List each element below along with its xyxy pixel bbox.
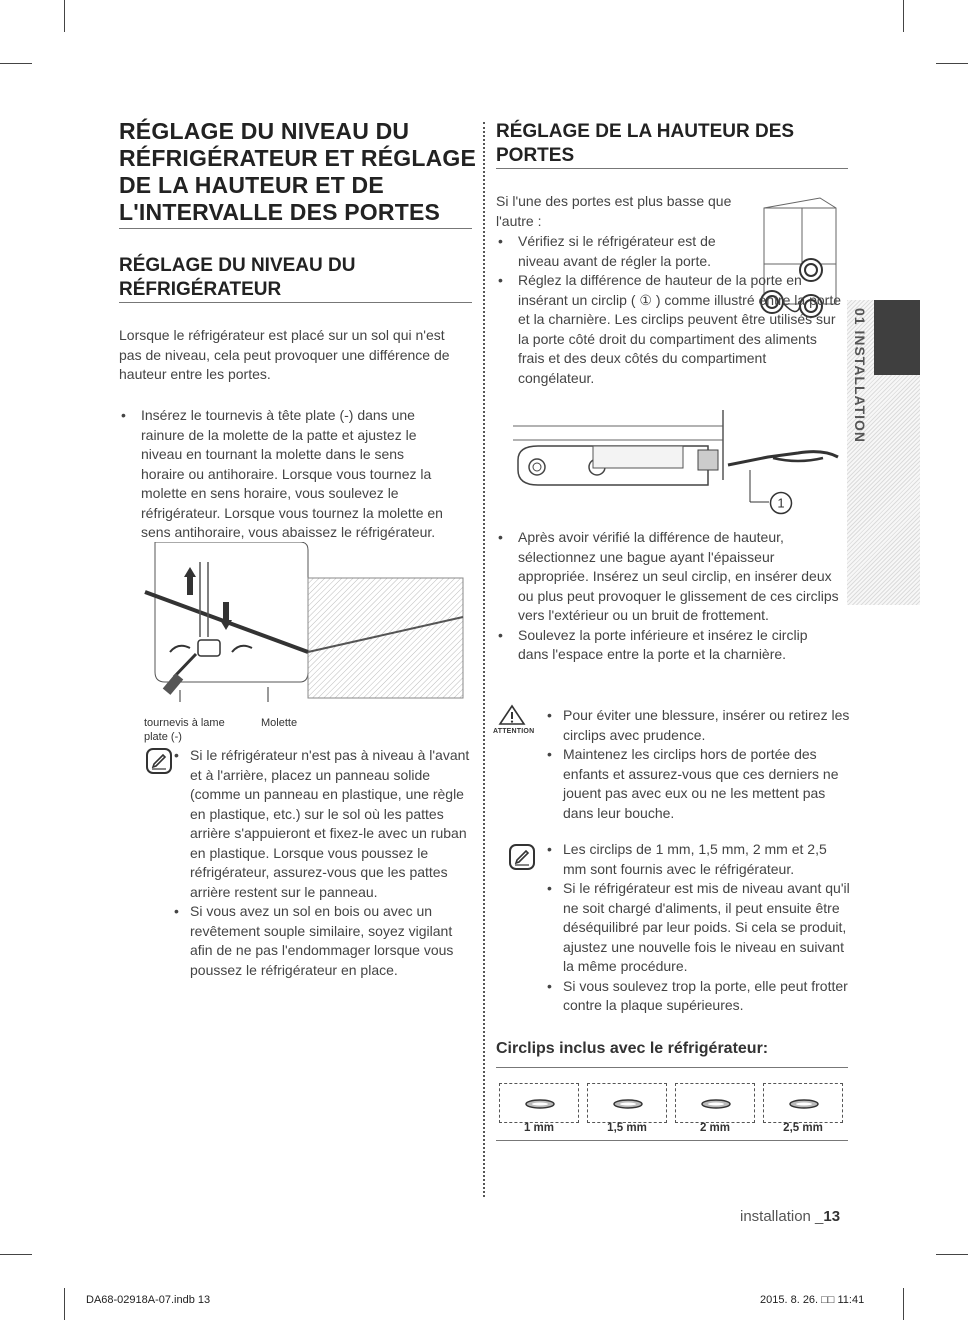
page-number: 13: [823, 1208, 841, 1225]
crop-mark: [0, 63, 32, 64]
crop-mark: [936, 63, 968, 64]
list-item: • Si vous soulevez trop la porte, elle peut frotter contre la plaque supérieures.: [545, 977, 850, 1016]
note-icon: [146, 748, 172, 774]
circlip-icon: [787, 1094, 821, 1114]
column-divider: [483, 122, 485, 1197]
caution-list: [545, 706, 850, 823]
doors-intro: Si l'une des portes est plus basse que l'autre :: [496, 193, 732, 229]
list-item: • Vérifiez si le réfrigérateur est de niveau avant de régler la porte.: [496, 232, 736, 271]
circlip-icon: [611, 1094, 645, 1114]
doors-instructions-2: [496, 528, 841, 665]
circlip-icon: [699, 1094, 733, 1114]
side-tab-label: 01 INSTALLATION: [852, 308, 868, 444]
crop-mark: [0, 1254, 32, 1255]
list-item: • Réglez la différence de hauteur de la porte en insérant un circlip ( ① ) comme illustré entre la porte et la charnière. Les circlips peuvent être utilisés sur la porte côté droit du compartiment des aliments frais et des deux côtés du compartiment congélateur.: [496, 271, 841, 388]
caution-label: ATTENTION: [493, 728, 535, 735]
crop-mark: [64, 0, 65, 32]
caption-wheel: Molette: [261, 717, 298, 729]
hinge-illustration: [513, 410, 843, 520]
side-tab: [838, 300, 878, 450]
circlip-size-label: 1 mm: [523, 1122, 555, 1134]
footer-file: DA68-02918A-07.indb 13: [86, 1294, 211, 1306]
level-instructions: [119, 406, 449, 543]
crop-mark: [936, 1254, 968, 1255]
page-title: RÉGLAGE DU NIVEAU DU RÉFRIGÉRATEUR ET RÉGLAGE DE LA HAUTEUR ET DE L'INTERVALLE DES PORTES: [119, 118, 477, 225]
circlip-icon: [523, 1094, 557, 1114]
page-number-label: [740, 1208, 840, 1225]
circlip-box: [499, 1083, 579, 1123]
side-tab-marker: [874, 300, 920, 375]
caption-screwdriver: tournevis à lame plate (-): [144, 717, 225, 743]
footer-date: 2015. 8. 26. □□ 11:41: [760, 1294, 865, 1306]
circlip-box: [675, 1083, 755, 1123]
circlip-size-label: 2,5 mm: [783, 1122, 823, 1134]
page-label-word: installation _: [740, 1208, 824, 1225]
note-icon: [509, 844, 535, 870]
list-item: • Les circlips de 1 mm, 1,5 mm, 2 mm et 2,5 mm sont fournis avec le réfrigérateur.: [545, 840, 850, 879]
list-item: • Maintenez les circlips hors de portée des enfants et assurez-vous que ces derniers ne jouent pas avec eux ou ne les mettent pas dans leur bouche.: [545, 745, 850, 823]
doors-notes: [545, 840, 850, 1016]
section-title-doors: RÉGLAGE DE LA HAUTEUR DES PORTES: [496, 121, 795, 166]
circlips-rule: [496, 1140, 848, 1141]
list-item: • Insérez le tournevis à tête plate (-) dans une rainure de la molette de la patte et ajustez le niveau en tournant la molette dans le sens horaire ou antihoraire. Lorsque vous tournez la molette en sens horaire, vous soulevez le réfrigérateur. Lorsque vous tournez la molette en sens antihoraire, vous abaissez le réfrigérateur.: [119, 406, 449, 543]
title-rule: [119, 228, 472, 229]
crop-mark: [903, 1288, 904, 1320]
list-item: • Si le réfrigérateur est mis de niveau avant qu'il ne soit chargé d'aliments, il peut ensuite être déséquilibré par leur poids. Si cela se produit, ajustez une nouvelle fois le niveau en suivant la même procédure.: [545, 879, 850, 977]
list-item: • Si vous avez un sol en bois ou avec un revêtement souple similaire, soyez vigilant afin de ne pas l'endommager lorsque vous poussez le réfrigérateur en place.: [172, 902, 477, 980]
doors-instructions: [496, 232, 841, 388]
circlips-title: Circlips inclus avec le réfrigérateur:: [496, 1040, 769, 1057]
list-item: • Après avoir vérifié la différence de hauteur, sélectionnez une bague ayant l'épaisseur appropriée. Insérez un seul circlip, en insérer deux ou plus peut provoquer le glissement de ces circlips vers l'extérieur ou un bruit de frottement.: [496, 528, 841, 626]
circlips-rule: [496, 1067, 848, 1068]
list-item: • Si le réfrigérateur n'est pas à niveau à l'avant et à l'arrière, placez un panneau solide (comme un panneau en plastique, une règle en plastique, etc.) sur le sol où les pattes arrière s'appuieront et fixez-le avec un ruban en plastique. Lorsque vous poussez le réfrigérateur, assurez-vous que les pattes arrière restent sur le panneau.: [172, 746, 477, 902]
section-rule: [119, 302, 472, 303]
section-title-level: RÉGLAGE DU NIVEAU DU RÉFRIGÉRATEUR: [119, 255, 356, 300]
list-item: • Pour éviter une blessure, insérer ou retirez les circlips avec prudence.: [545, 706, 850, 745]
callout-circle-icon: [769, 491, 793, 515]
crop-mark: [903, 0, 904, 32]
list-item: • Soulevez la porte inférieure et insérez le circlip dans l'espace entre la porte et la charnière.: [496, 626, 841, 665]
level-notes: [172, 746, 477, 980]
callout-number: 1: [777, 495, 785, 511]
circlip-box: [587, 1083, 667, 1123]
circlip-size-label: 1,5 mm: [607, 1122, 647, 1134]
crop-mark: [64, 1288, 65, 1320]
circlip-size-label: 2 mm: [699, 1122, 731, 1134]
circlip-box: [763, 1083, 843, 1123]
leveling-illustration: [140, 542, 465, 702]
section-rule: [496, 168, 848, 169]
level-intro: Lorsque le réfrigérateur est placé sur un sol qui n'est pas de niveau, cela peut provoquer une différence de hauteur entre les portes.: [119, 327, 450, 382]
